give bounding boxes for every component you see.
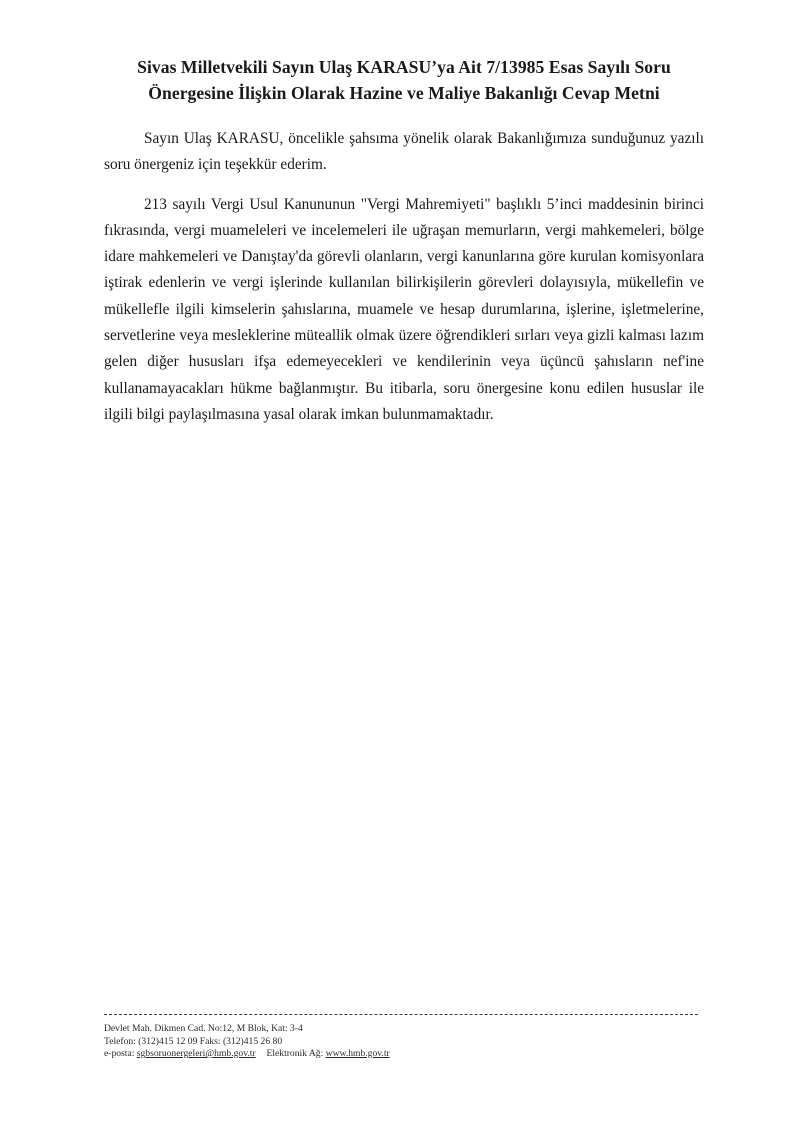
footer-phone: Telefon: (312)415 12 09 Faks: (312)415 26 80 [104, 1035, 283, 1047]
footer-web-label: Elektronik Ağ: [266, 1048, 324, 1059]
footer-email-label: e-posta: [104, 1048, 135, 1059]
title-line-1: Sivas Milletvekili Sayın Ulaş KARASU’ya Ait 7/13985 Esas Sayılı Soru [137, 57, 671, 77]
footer-web-link[interactable]: www.hmb.gov.tr [325, 1048, 390, 1059]
footer-address: Devlet Mah. Dikmen Cad. No:12, M Blok, Kat: 3-4 [104, 1023, 303, 1034]
document-body [104, 126, 704, 428]
paragraph-greeting: Sayın Ulaş KARASU, öncelikle şahsıma yönelik olarak Bakanlığımıza sunduğunuz yazılı soru önergeniz için teşekkür ederim. [104, 130, 704, 174]
title-line-2: Önergesine İlişkin Olarak Hazine ve Maliye Bakanlığı Cevap Metni [148, 83, 660, 103]
footer-email-link[interactable]: sgbsoruonergeleri@hmb.gov.tr [136, 1048, 256, 1059]
footer-contact [104, 1048, 698, 1061]
footer-divider [104, 1014, 698, 1015]
document-footer [104, 1014, 698, 1061]
document-title [100, 54, 708, 106]
paragraph-answer: 213 sayılı Vergi Usul Kanununun "Vergi Mahremiyeti" başlıklı 5’inci maddesinin birinci fıkrasında, vergi muameleleri ve incelemeleri ile uğraşan memurların, vergi mahkemeleri, bölge idare mahkemeleri ve Danıştay'da görevli olanların, vergi kanunlarına göre kurulan komisyonlara iştirak edenlerin ve vergi işlerinde kullanılan bilirkişilerin görevleri dolayısıyla, mükellefin ve mükellefle ilgili kimselerin şahıslarına, muamele ve hesap durumlarına, işlerine, işletmelerine, servetlerine veya mesleklerine müteallik olmak üzere öğrendikleri sırları veya gizli kalması lazım gelen diğer hususları ifşa edemeyecekleri ve kendilerinin veya üçüncü şahısların nef'ine kullanamayacakları hükme bağlanmıştır. Bu itibarla, soru önergesine konu edilen hususlar ile ilgili bilgi paylaşılmasına yasal olarak imkan bulunmamaktadır. [104, 195, 704, 423]
